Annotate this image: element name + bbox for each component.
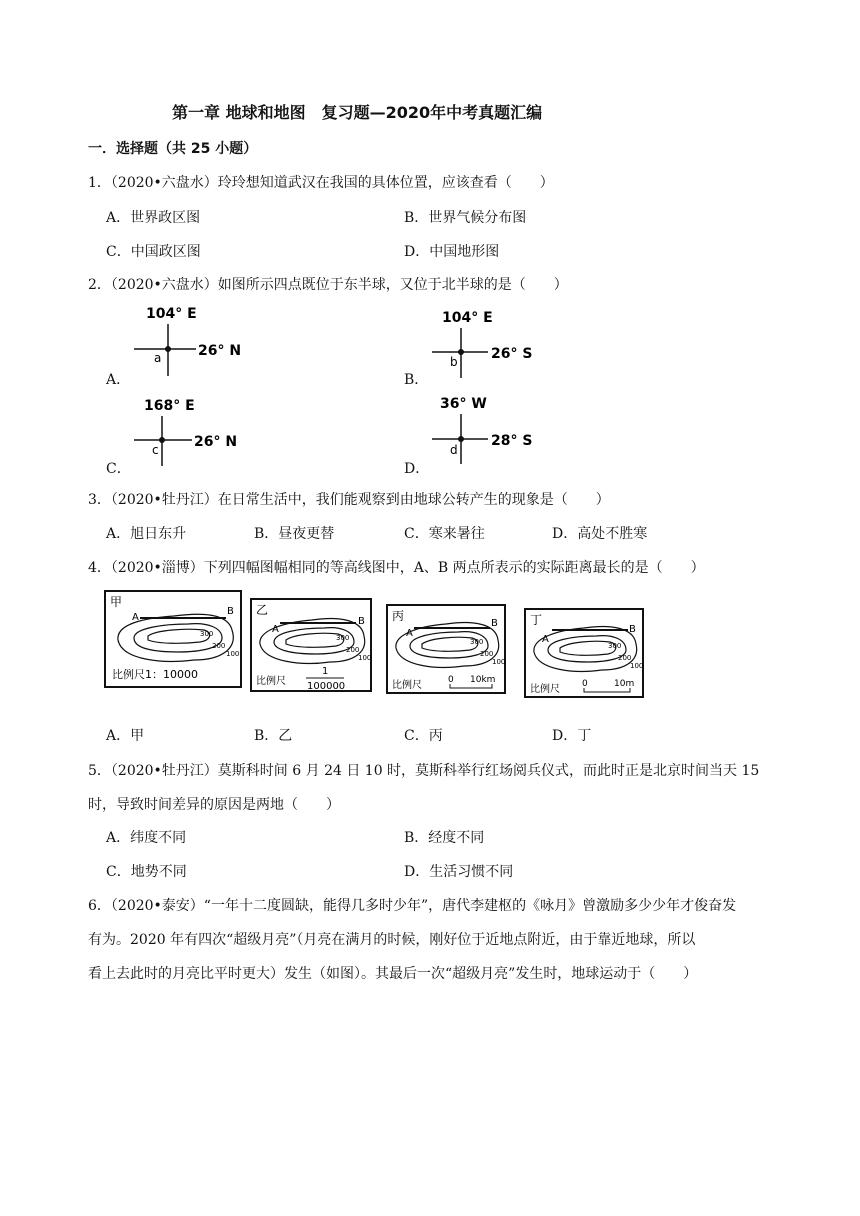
contour-300-label: 300: [608, 642, 622, 650]
point-label: a: [154, 351, 162, 365]
contour-map-ding: [524, 608, 646, 700]
map-name: 丙: [392, 609, 405, 623]
option-c[interactable]: C．地势不同: [106, 864, 187, 880]
question-3: [88, 489, 610, 509]
option-a[interactable]: A．旭日东升: [106, 526, 187, 542]
question-6: [88, 895, 736, 915]
contour-map-jia: [104, 590, 244, 690]
option-b[interactable]: B．经度不同: [404, 830, 485, 846]
question-text-line-2: 有为。2020 年有四次“超级月亮”（月亮在满月的时候，刚好位于近地点附近，由于靠近地球，所以: [88, 932, 696, 948]
option-a[interactable]: A．甲: [106, 728, 145, 744]
scale-label: 比例尺: [530, 684, 560, 695]
option-c[interactable]: C．丙: [404, 728, 443, 744]
question-text: （2020•淄博）下列四幅图幅相同的等高线图中，A、B 两点所表示的实际距离最长的是（ ）: [110, 560, 705, 576]
option-d[interactable]: D．: [404, 461, 430, 477]
scale-label: 比例尺: [392, 680, 422, 691]
point-label: b: [450, 355, 458, 369]
longitude-label: 168° E: [144, 398, 195, 414]
question-text: （2020•六盘水）如图所示四点既位于东半球，又位于北半球的是（ ）: [110, 277, 568, 293]
option-b[interactable]: B．乙: [254, 728, 293, 744]
longitude-label: 104° E: [442, 310, 493, 326]
option-c[interactable]: C．寒来暑往: [404, 526, 485, 542]
point-a-label: A: [542, 634, 549, 645]
question-text-line-1: （2020•泰安）“一年十二度圆缺，能得几多时少年”，唐代李建枢的《咏月》曾激励多少少年才俊奋发: [110, 898, 737, 914]
question-number: 1．: [88, 175, 111, 191]
point-b-label: B: [227, 606, 234, 617]
question-1: [88, 172, 554, 192]
scale-bar-right: 10m: [614, 679, 635, 689]
contour-map-bing: [386, 604, 508, 696]
point-b-label: B: [491, 618, 498, 629]
point-a-label: A: [132, 612, 139, 623]
scale-bar-left: 0: [582, 679, 588, 689]
question-5: [88, 760, 759, 780]
question-text-line-3: 看上去此时的月亮比平时更大）发生（如图）。其最后一次“超级月亮”发生时，地球运动于（ ）: [88, 966, 698, 982]
option-c[interactable]: C．中国政区图: [106, 244, 201, 260]
question-number: 5．: [88, 763, 111, 779]
point-label: c: [152, 443, 159, 457]
contour-300-label: 300: [470, 638, 484, 646]
longitude-label: 104° E: [146, 306, 197, 322]
question-2: [88, 274, 568, 294]
option-d[interactable]: D．中国地形图: [404, 244, 500, 260]
coordinate-figure-b: [428, 306, 568, 386]
scale-label: 比例尺: [256, 676, 286, 687]
question-number: 3．: [88, 492, 111, 508]
contour-200-label: 200: [480, 650, 494, 658]
option-b[interactable]: B．世界气候分布图: [404, 210, 527, 226]
scale-bar-right: 10km: [470, 675, 496, 685]
contour-200-label: 200: [212, 642, 226, 650]
point-b-label: B: [358, 616, 365, 627]
contour-200-label: 200: [618, 654, 632, 662]
question-4: [88, 557, 705, 577]
latitude-label: 26° S: [491, 346, 533, 362]
contour-100-label: 100: [630, 662, 644, 670]
contour-map-yi: [250, 598, 372, 694]
map-name: 甲: [110, 595, 123, 609]
coordinate-figure-d: [428, 392, 568, 472]
option-a[interactable]: A．纬度不同: [106, 830, 187, 846]
latitude-label: 26° N: [194, 434, 238, 450]
option-d[interactable]: D．丁: [552, 728, 592, 744]
document-title: 第一章 地球和地图 复习题—2020年中考真题汇编: [172, 103, 543, 122]
contour-100-label: 100: [492, 658, 506, 666]
option-d[interactable]: D．高处不胜寒: [552, 526, 648, 542]
question-number: 4．: [88, 560, 111, 576]
question-text: （2020•牡丹江）在日常生活中，我们能观察到由地球公转产生的现象是（ ）: [110, 492, 610, 508]
point-a-label: A: [272, 624, 279, 635]
question-number: 2．: [88, 277, 111, 293]
scale-bar-left: 0: [448, 675, 454, 685]
point-a-label: A: [406, 628, 413, 639]
section-heading: 一．选择题（共 25 小题）: [88, 141, 258, 157]
latitude-label: 28° S: [491, 433, 533, 449]
option-b[interactable]: B．昼夜更替: [254, 526, 335, 542]
coordinate-figure-a: [128, 302, 268, 382]
contour-200-label: 200: [346, 646, 360, 654]
scale-label: 比例尺1：10000: [112, 668, 198, 681]
option-a[interactable]: A．世界政区图: [106, 210, 201, 226]
longitude-label: 36° W: [440, 396, 487, 412]
contour-300-label: 300: [200, 630, 214, 638]
contour-100-label: 100: [358, 654, 372, 662]
contour-100-label: 100: [226, 650, 240, 658]
option-b[interactable]: B．: [404, 372, 429, 388]
option-c[interactable]: C．: [106, 461, 131, 477]
contour-300-label: 300: [336, 634, 350, 642]
option-d[interactable]: D．生活习惯不同: [404, 864, 514, 880]
scale-numerator: 1: [322, 666, 329, 677]
question-text-line-1: （2020•牡丹江）莫斯科时间 6 月 24 日 10 时，莫斯科举行红场阅兵仪式，而此时正是北京时间当天 15: [110, 763, 760, 779]
map-name: 丁: [530, 613, 543, 627]
map-name: 乙: [256, 603, 269, 617]
question-number: 6．: [88, 898, 111, 914]
coordinate-figure-c: [128, 394, 268, 474]
point-label: d: [450, 443, 458, 457]
scale-denominator: 100000: [307, 681, 346, 692]
option-a[interactable]: A．: [106, 372, 131, 388]
point-b-label: B: [629, 624, 636, 635]
latitude-label: 26° N: [198, 343, 242, 359]
question-text-line-2: 时，导致时间差异的原因是两地（ ）: [88, 797, 340, 813]
question-text: （2020•六盘水）玲玲想知道武汉在我国的具体位置，应该查看（ ）: [110, 175, 554, 191]
